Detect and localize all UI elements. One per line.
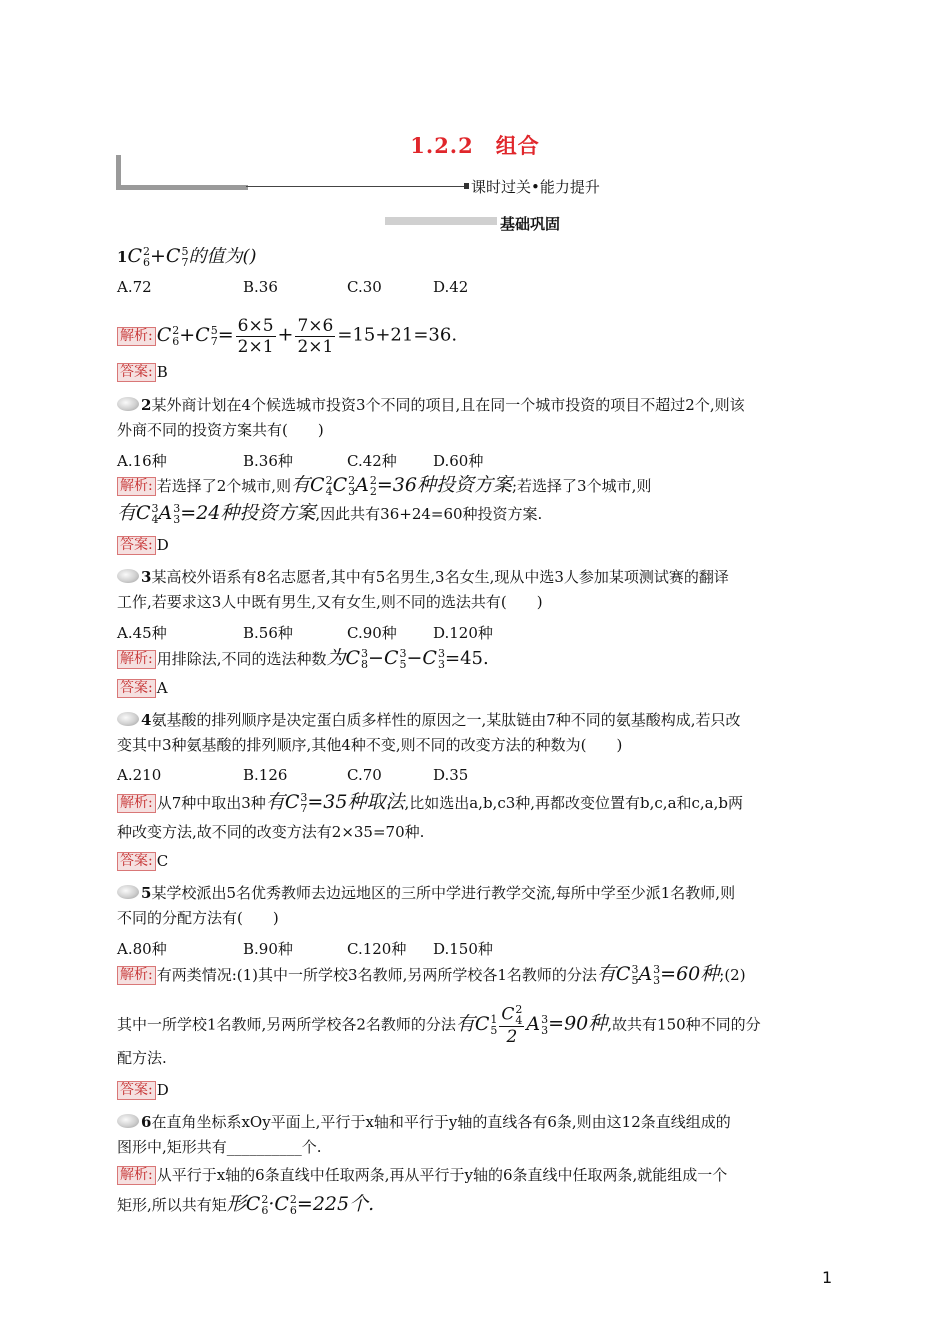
section-decoration-bar: [385, 217, 497, 225]
section-label: 基础巩固: [500, 215, 561, 233]
header-decoration-bar: [116, 185, 248, 190]
question-5-stem-line1: 5某学校派出5名优秀教师去边远地区的三所中学进行教学交流,每所中学至少派1名教师,则: [117, 883, 735, 903]
option-d: D.150种: [433, 940, 493, 958]
answer-value: C: [156, 852, 169, 870]
analysis-tag: 解析:: [117, 1166, 156, 1185]
question-6-analysis-line1: 解析: 从平行于x轴的6条直线中任取两条,再从平行于y轴的6条直线中任取两条,就能组成一个: [117, 1165, 727, 1185]
option-a: A.80种: [117, 940, 167, 958]
question-4-stem-line1: 4氨基酸的排列顺序是决定蛋白质多样性的原因之一,某肽链由7种不同的氨基酸构成,若只改: [117, 710, 741, 730]
option-c: C.90种: [347, 624, 397, 642]
question-3-stem-line1: 3某高校外语系有8名志愿者,其中有5名男生,3名女生,现从中选3人参加某项测试赛的翻译: [117, 567, 729, 587]
option-b: B.126: [243, 766, 288, 784]
question-5-stem-line2: 不同的分配方法有( ): [117, 909, 279, 927]
option-a: A.16种: [117, 452, 167, 470]
option-a: A.210: [117, 766, 162, 784]
answer-value: A: [156, 679, 168, 697]
question-4-analysis-line2: 种改变方法,故不同的改变方法有2×35=70种.: [117, 823, 425, 841]
question-4-stem-line2: 变其中3种氨基酸的排列顺序,其他4种不变,则不同的改变方法的种数为( ): [117, 736, 623, 754]
question-5-analysis-line1: 解析: 有两类情况:(1)其中一所学校3名教师,另两所学校各1名教师的分法有C 3 5 A 3 3 =60种;(2): [117, 964, 746, 986]
question-6-analysis-line2: 矩形,所以共有矩形C 2 6 ·C 2 6 =225个.: [117, 1193, 375, 1217]
question-4-answer: [117, 851, 168, 871]
question-bullet-icon: [117, 885, 139, 899]
question-3-analysis: 解析: 用排除法,不同的选法种数为C 3 8 −C 3 5 −C 3 3 =45.: [117, 648, 489, 670]
question-2-stem-line1: 2某外商计划在4个候选城市投资3个不同的项目,且在同一个城市投资的项目不超过2个,则该: [117, 395, 745, 415]
answer-tag: 答案:: [117, 1081, 156, 1100]
option-a: A.72: [117, 278, 152, 296]
question-3-stem-line2: 工作,若要求这3人中既有男生,又有女生,则不同的选法共有( ): [117, 593, 543, 611]
question-number: 5: [141, 884, 152, 902]
question-2-analysis-line1: 解析: 若选择了2个城市,则有C 2 4 C 2 3 A 2 2 =36种投资方案;若选择了3个城市,则: [117, 475, 651, 497]
question-number: 2: [141, 396, 152, 414]
question-6-stem-line2: 图形中,矩形共有__________个.: [117, 1138, 322, 1156]
question-6-stem-line1: 6在直角坐标系xOy平面上,平行于x轴和平行于y轴的直线各有6条,则由这12条直线组成的: [117, 1112, 731, 1132]
answer-value: B: [156, 363, 168, 381]
analysis-tag: 解析:: [117, 650, 156, 669]
header-label: 课时过关•能力提升: [471, 178, 600, 196]
question-bullet-icon: [117, 397, 139, 411]
question-5-answer: [117, 1080, 169, 1100]
option-a: A.45种: [117, 624, 167, 642]
header-decoration-square: [464, 183, 469, 189]
analysis-tag: 解析:: [117, 327, 156, 346]
answer-tag: 答案:: [117, 852, 156, 871]
option-b: B.90种: [243, 940, 293, 958]
question-1-answer: [117, 362, 168, 382]
option-d: D.42: [433, 278, 469, 296]
answer-value: D: [156, 1081, 169, 1099]
analysis-tag: 解析:: [117, 477, 156, 496]
question-1-stem: 1C 2 6 +C 5 7 的值为(): [117, 245, 257, 269]
analysis-tag: 解析:: [117, 966, 156, 985]
question-5-analysis-line3: 配方法.: [117, 1049, 167, 1067]
page-title: 1.2.2 组合: [410, 133, 540, 158]
option-b: B.56种: [243, 624, 293, 642]
question-2-analysis-line2: 有C 3 4 A 3 3 =24种投资方案,因此共有36+24=60种投资方案.: [117, 502, 543, 526]
question-2-stem-line2: 外商不同的投资方案共有( ): [117, 421, 324, 439]
header-decoration-vertical: [116, 155, 121, 188]
option-b: B.36种: [243, 452, 293, 470]
question-1-analysis: 解析: C 2 6 +C 5 7 = $\frac{6\times 5}{2\times 1}$ + $\frac{7\times 6}{2\times 1}$ =15+21=36.: [117, 316, 457, 357]
answer-tag: 答案:: [117, 363, 156, 382]
option-c: C.30: [347, 278, 382, 296]
option-c: C.120种: [347, 940, 407, 958]
analysis-result: =15+21=36.: [337, 324, 458, 346]
question-number: 4: [141, 711, 152, 729]
option-b: B.36: [243, 278, 278, 296]
question-number: 6: [141, 1113, 152, 1131]
question-bullet-icon: [117, 569, 139, 583]
question-number: 3: [141, 568, 152, 586]
question-number: 1: [117, 248, 128, 266]
question-3-answer: [117, 678, 168, 698]
answer-tag: 答案:: [117, 536, 156, 555]
question-5-analysis-line2: 其中一所学校1名教师,另两所学校各2名教师的分法有C 1 5 C 2 4 2 A 3 3 =90种,故共有150种不同的分: [117, 1003, 761, 1047]
header-decoration-line: [246, 186, 464, 187]
question-1-stem-text: 的值为(): [188, 246, 257, 267]
question-bullet-icon: [117, 712, 139, 726]
option-c: C.70: [347, 766, 382, 784]
answer-tag: 答案:: [117, 679, 156, 698]
option-d: D.60种: [433, 452, 484, 470]
question-bullet-icon: [117, 1114, 139, 1128]
answer-value: D: [156, 536, 169, 554]
question-2-answer: [117, 535, 169, 555]
page-number: 1: [822, 1268, 833, 1287]
option-d: D.35: [433, 766, 469, 784]
option-d: D.120种: [433, 624, 493, 642]
question-4-analysis-line1: 解析: 从7种中取出3种有C 3 7 =35种取法,比如选出a,b,c3种,再都改变位置有b,c,a和c,a,b两: [117, 792, 743, 814]
analysis-tag: 解析:: [117, 794, 156, 813]
option-c: C.42种: [347, 452, 397, 470]
